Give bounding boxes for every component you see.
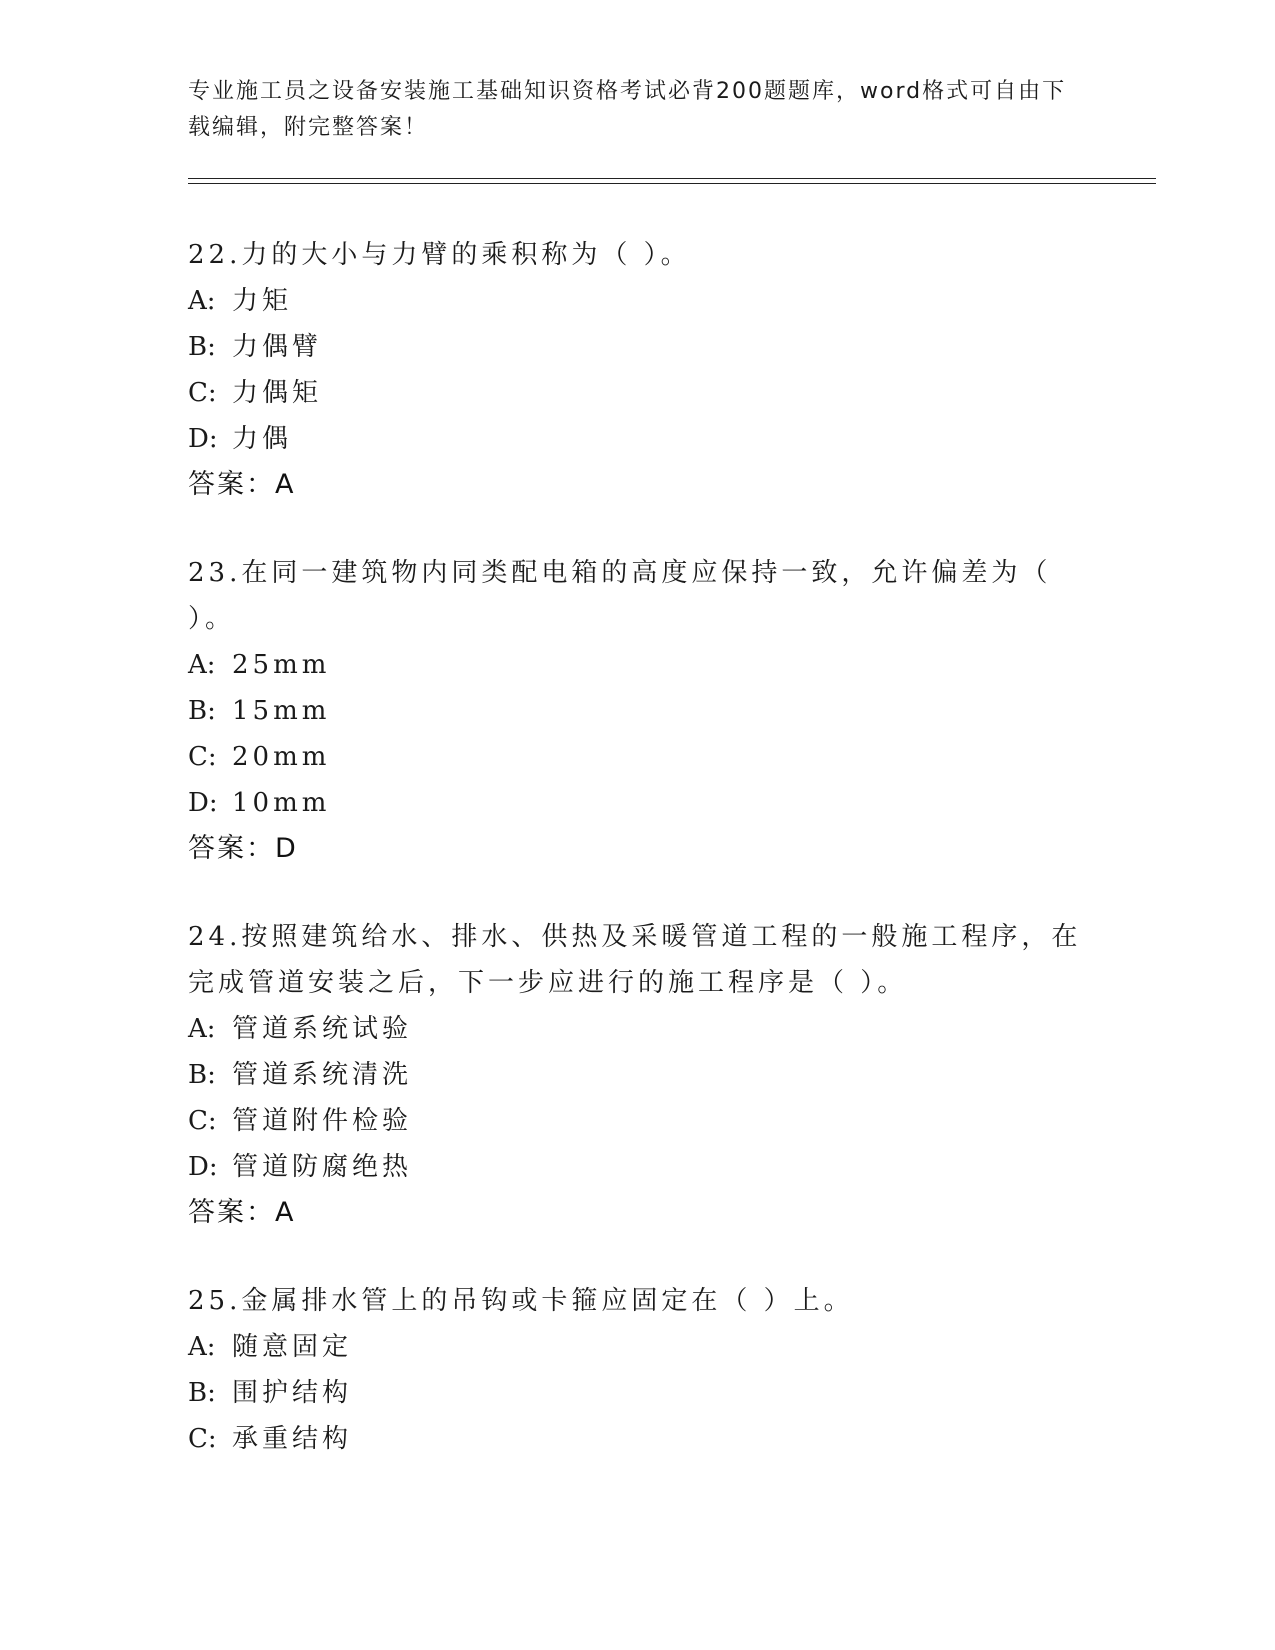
question-24 [188, 914, 1088, 1236]
option-letter: B: [188, 1060, 216, 1090]
option-letter: A: [188, 286, 216, 316]
option-text: 管道防腐绝热 [232, 1152, 413, 1182]
option-b [188, 1370, 1088, 1416]
option-text: 力偶臂 [232, 332, 323, 362]
option-d [188, 780, 1088, 826]
option-letter: D: [188, 424, 218, 454]
option-text: 力偶 [232, 424, 293, 454]
option-letter: A: [188, 650, 216, 680]
question-22 [188, 232, 1088, 508]
question-25 [188, 1278, 1088, 1462]
option-a [188, 642, 1088, 688]
option-text: 10mm [232, 788, 331, 818]
header-divider-top [188, 178, 1156, 179]
option-text: 随意固定 [232, 1332, 353, 1362]
option-text: 25mm [232, 650, 331, 680]
option-letter: B: [188, 696, 216, 726]
option-d [188, 1144, 1088, 1190]
option-text: 力偶矩 [232, 378, 323, 408]
option-a [188, 278, 1088, 324]
option-c [188, 370, 1088, 416]
question-stem: 24.按照建筑给水、排水、供热及采暖管道工程的一般施工程序，在完成管道安装之后，下一步应进行的施工程序是（ ）。 [188, 922, 1082, 998]
option-letter: C: [188, 1424, 217, 1454]
option-text: 15mm [232, 696, 331, 726]
option-text: 20mm [232, 742, 331, 772]
option-letter: D: [188, 788, 218, 818]
document-header-title: 专业施工员之设备安装施工基础知识资格考试必背200题题库，word格式可自由下载编辑，附完整答案！ [188, 79, 1067, 140]
option-b [188, 324, 1088, 370]
option-text: 管道附件检验 [232, 1106, 413, 1136]
option-d [188, 416, 1088, 462]
question-stem: 22.力的大小与力臂的乘积称为（ ）。 [188, 240, 691, 270]
question-23 [188, 550, 1088, 872]
option-a [188, 1006, 1088, 1052]
option-letter: C: [188, 1106, 217, 1136]
option-c [188, 734, 1088, 780]
question-stem: 25.金属排水管上的吊钩或卡箍应固定在（ ）上。 [188, 1286, 854, 1316]
option-letter: C: [188, 742, 217, 772]
option-letter: C: [188, 378, 217, 408]
answer-line: 答案：A [188, 469, 296, 500]
option-text: 管道系统清洗 [232, 1060, 413, 1090]
option-text: 管道系统试验 [232, 1014, 413, 1044]
option-b [188, 1052, 1088, 1098]
question-stem: 23.在同一建筑物内同类配电箱的高度应保持一致，允许偏差为（ ）。 [188, 558, 1052, 634]
header-divider-bottom [188, 183, 1156, 184]
answer-line: 答案：D [188, 833, 298, 864]
option-letter: A: [188, 1332, 216, 1362]
question-list [188, 232, 1088, 1504]
option-letter: A: [188, 1014, 216, 1044]
answer-line: 答案：A [188, 1197, 296, 1228]
option-text: 承重结构 [232, 1424, 353, 1454]
option-a [188, 1324, 1088, 1370]
option-c [188, 1098, 1088, 1144]
option-b [188, 688, 1088, 734]
option-letter: B: [188, 332, 216, 362]
option-text: 力矩 [232, 286, 293, 316]
option-letter: B: [188, 1378, 216, 1408]
option-c [188, 1416, 1088, 1462]
option-text: 围护结构 [232, 1378, 353, 1408]
option-letter: D: [188, 1152, 218, 1182]
